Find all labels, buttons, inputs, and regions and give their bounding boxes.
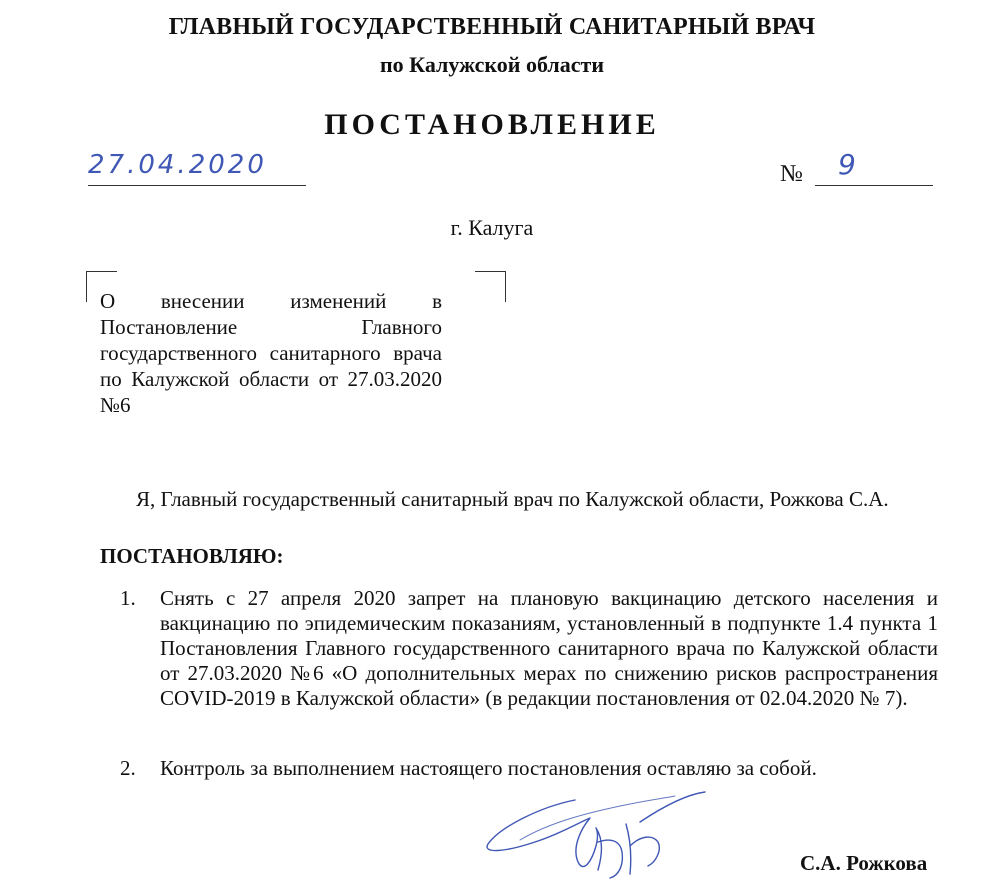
list-item bbox=[120, 586, 938, 746]
subject-bracket-right bbox=[475, 271, 506, 302]
handwritten-date: 27.04.2020 bbox=[88, 150, 267, 180]
signer-name: С.А. Рожкова bbox=[800, 851, 928, 875]
number-label: № bbox=[780, 161, 803, 187]
issuer-title: ГЛАВНЫЙ ГОСУДАРСТВЕННЫЙ САНИТАРНЫЙ ВРАЧ bbox=[168, 14, 816, 40]
preamble: Я, Главный государственный санитарный врач по Калужской области, Рожкова С.А. bbox=[136, 487, 889, 511]
list-item-text: Контроль за выполнением настоящего постановления оставляю за собой. bbox=[160, 756, 817, 780]
handwritten-number: 9 bbox=[838, 148, 859, 181]
document-type-heading: ПОСТАНОВЛЕНИЕ bbox=[324, 108, 660, 141]
number-underline bbox=[815, 155, 933, 186]
list-item-number: 1. bbox=[120, 586, 136, 610]
handwritten-signature bbox=[480, 782, 710, 882]
decree-heading: ПОСТАНОВЛЯЮ: bbox=[100, 544, 284, 568]
city: г. Калуга bbox=[450, 215, 534, 240]
list-item-text: Снять с 27 апреля 2020 запрет на плановую вакцинацию детского населения и вакцинацию по эпидемическим показаниям, установленный в подпункте 1.4 пункта 1 Постановления Главного государственного санитарного врача по Калужской области от 27.03.2020 №6 «О дополнительных мерах по снижению рисков распространения COVID-2019 в Калужской области» (в редакции постановления от 02.04.2020 № 7). bbox=[160, 586, 938, 710]
list-item-number: 2. bbox=[120, 756, 136, 780]
document-subject: О внесении изменений в Постановление Главного государственного санитарного врача по Калужской области от 27.03.2020 №6 bbox=[100, 289, 442, 417]
issuer-subtitle: по Калужской области bbox=[379, 52, 604, 77]
